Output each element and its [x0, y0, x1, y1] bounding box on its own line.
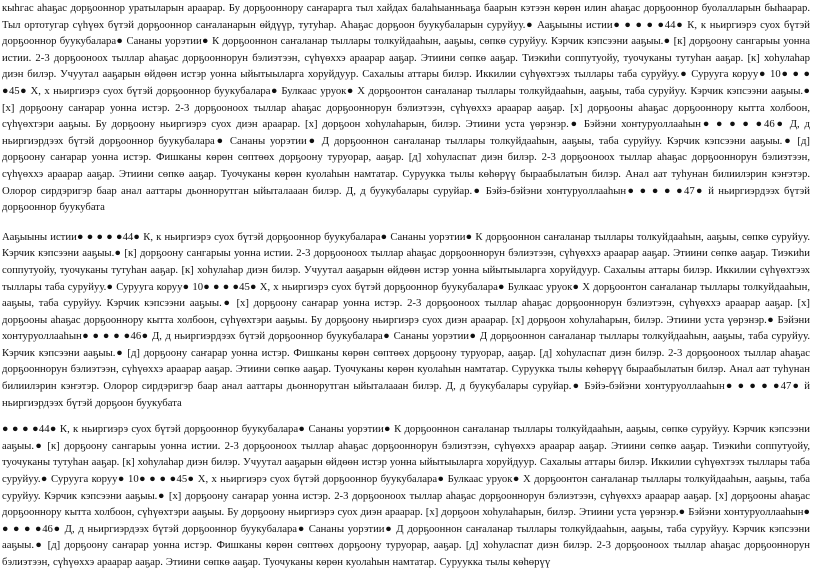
paragraph-2: Ааҕыыны истии● ● ● ● ●44● К, к ньиргиэрэ суох бүтэй дорҕооннор буукубалара● Сананы уорэтии● К дорҕооннон саҥаланар тыллары толкуйдааһын, ааҕыы, сөпкө суруйуу. Кэрчик кэпсээни ааҕыы.● [к] дорҕоону сангарыы уонна истии. 2-3 дорҕооноох тыллар аһаҕас дорҕооннорун бэлиэтээн, сүһүөххэ араарар ааҕар. Этиини сөпкө ааҕар. Тиэкиһи соппутуойу, туочуканы тутуһан ааҕар. [к] хоһулаһар диэн билэр. Учуутал ааҕарын өйдөөн истэр уонна ыйытыыларга хоруйдуур. Сахалыы аттары билэр. Иккилии сүһүөхтээх тыллары таба суруйуу.● Сурууга коруу● 10● ● ● ●45● Х, х ньиргиэрэ суох бүтэй дорҕооннор буукубалара● Булкаас уруок● Х дорҕоонтон саҥаланар тыллары толкуйдааһын, ааҕыы, таба суруйуу. Кэрчик кэпсээни ааҕыы.● [х] дорҕоону саҥарар уонна истэр. 2-3 дорҕооноох тыллар аһаҕас дорҕооннорун бэлиэтээн, сүһүөххэ араарар ааҕар. [х] дорҕооны аһаҕас дорҕооннору кытта холбоон, сүһүөхтэри ааҕыы. Бу дорҕоону ньиргиэрэ суох диэн араарар. [х] дорҕоон хоһулаһарын, билэр. Этиини уста үөрэнэр.● Бэйэни хонтуруоллааһын● ● ● ● ●46● Д, д ньиргиэрдээх бүтэй дорҕооннор буукубалара● Сананы уорэтии● Д дорҕооннон саҥаланар тыллары толкуйдааһын, ааҕыы, таба суруйуу. Кэрчик кэпсээни ааҕыы.● [д] дорҕоону саҥарар уонна истэр. Фишканы көрөн сөптөөх дорҕоону туруорар, ааҕар. [д] хоһуласпат диэн билэр. 2-3 дорҕооноох тыллар аһаҕас дорҕооннорун бэлиэтээн, сүһүөххэ араарар ааҕар. Этиини сөпкө ааҕар. Туочуканы көрөн куолаһын намтатар. Суруукка тылы көһөрүү быраабылатын билэр. Анал аат туһунан билиилэрин кэҥэтэр. Олорор сирдэригэр баар анал ааттары дьоннорутган ыйыталааан билэр. Д, д буукубалары суруйар.● Бэйэ-бэйэни хонтуруоллааһын● ● ● ● ●47● й ньиргиэрдээх бүтэй дорҕоон буукубата: [2, 230, 810, 409]
paragraph-spacer: [2, 216, 810, 229]
paragraph-3: ● ● ● ●44● К, к ньиргиэрэ суох бүтэй дорҕооннор буукубалара● Сананы уорэтии● К дорҕооннон саҥаланар тыллары толкуйдааһын, ааҕыы, сөпкө суруйуу. Кэрчик кэпсээни ааҕыы.● [к] дорҕоону сангарыы уонна истии. 2-3 дорҕооноох тыллар аһаҕас дорҕооннорун бэлиэтээн, сүһүөххэ араарар ааҕар. Этиини сөпкө ааҕар. Тиэкиһи соппутуойу, туочуканы тутуһан ааҕар. [к] хоһулаһар диэн билэр. Учуутал ааҕарын өйдөөн истэр уонна ыйытыыларга хоруйдуур. Сахалыы аттары билэр. Иккилии сүһүөхтээх тыллары таба суруйуу.● Сурууга коруу● 10● ● ● ●45● Х, х ньиргиэрэ суох бүтэй дорҕооннор буукубалара● Булкаас уруок● Х дорҕоонтон саҥаланар тыллары толкуйдааһын, ааҕыы, таба суруйуу. Кэрчик кэпсээни ааҕыы.● [х] дорҕоону саҥарар уонна истэр. 2-3 дорҕооноох тыллар аһаҕас дорҕооннорун бэлиэтээн, сүһүөххэ араарар ааҕар. [х] дорҕооны аһаҕас дорҕооннору кытта холбоон, сүһүөхтэри ааҕыы. Бу дорҕоону ньиргиэрэ суох диэн араарар. [х] дорҕоон хоһулаһарын, билэр. Этиини уста үөрэнэр.● Бэйэни хонтуруоллааһын● ● ● ● ●46● Д, д ньиргиэрдээх бүтэй дорҕооннор буукубалара● Сананы уорэтии● Д дорҕооннон саҥаланар тыллары толкуйдааһын, ааҕыы, таба суруйуу. Кэрчик кэпсээни ааҕыы.● [д] дорҕоону саҥарар уонна истэр. Фишканы көрөн сөптөөх дорҕоону туруорар, ааҕар. [д] хоһуласпат диэн билэр. 2-3 дорҕооноох тыллар аһаҕас дорҕооннорун бэлиэтээн, сүһүөххэ араарар ааҕар. Этиини сөпкө ааҕар. Туочуканы көрөн куолаһын намтатар. Суруукка тылы көһөрүү: [2, 423, 810, 568]
paragraph-spacer: [2, 411, 810, 421]
paragraph-1: кыһгас аһаҕас дорҕооннор уратыларын араарар. Бу дорҕооннору саҥарарга тыл хайдах балаһыанньаҕа баарын кэтээн көрөн илин аһаҕас дорҕооннор буолалларын быһаарар. Тыл ортотугар сүһүөх бүтэй дорҕооннор саҥаланарын өйдүүр, тутуһар. Аһаҕас дорҕоон буукубаларын суруйуу.● Ааҕыыны истии● ● ● ● ●44● К, к ньиргиэрэ суох бүтэй дорҕооннор буукубалара● Сананы уорэтии● К дорҕооннон саҥаланар тыллары толкуйдааһын, ааҕыы, сөпкө суруйуу. Кэрчик кэпсээни ааҕыы.● [к] дорҕоону сангарыы уонна истии. 2-3 дорҕооноох тыллар аһаҕас дорҕооннорун бэлиэтээн, сүһүөххэ араарар ааҕар. Этиини сөпкө ааҕар. Тиэкиһи соппутуойу, туочуканы тутуһан ааҕар. [к] хоһулаһар диэн билэр. Учуутал ааҕарын өйдөөн истэр уонна ыйытыыларга хоруйдуур. Сахалыы аттары билэр. Иккилии сүһүөхтээх тыллары таба суруйуу.● Сурууга коруу● 10● ● ● ●45● Х, х ньиргиэрэ суох бүтэй дорҕооннор буукубалара● Булкаас уруок● Х дорҕоонтон саҥаланар тыллары толкуйдааһын, ааҕыы, таба суруйуу. Кэрчик кэпсээни ааҕыы.● [х] дорҕоону саҥарар уонна истэр. 2-3 дорҕооноох тыллар аһаҕас дорҕооннорун бэлиэтээн, сүһүөххэ араарар ааҕар. [х] дорҕооны аһаҕас дорҕооннору кытта холбоон, сүһүөхтэри ааҕыы. Бу дорҕоону ньиргиэрэ суох диэн араарар. [х] дорҕоон хоһулаһарын, билэр. Этиини уста үөрэнэр.● Бэйэни хонтуруоллааһын● ● ● ● ●46● Д, д ньиргиэрдээх бүтэй дорҕооннор буукубалара● Сананы уорэтии● Д дорҕооннон саҥаланар тыллары толкуйдааһын, ааҕыы, таба суруйуу. Кэрчик кэпсээни ааҕыы.● [д] дорҕоону саҥарар уонна истэр. Фишканы көрөн сөптөөх дорҕоону туруорар, ааҕар. [д] хоһуласпат диэн билэр. 2-3 дорҕооноох тыллар аһаҕас дорҕооннорун бэлиэтээн, сүһүөххэ араарар ааҕар. Этиини сөпкө ааҕар. Туочуканы көрөн куолаһын намтатар. Суруукка тылы көһөрүү быраабылатын билэр. Анал аат туһунан билиилэрин кэҥэтэр. Олорор сирдэригэр баар анал ааттары дьоннорутган ыйыталааан билэр. Д, д буукубалары суруйар.● Бэйэ-бэйэни хонтуруоллааһын● ● ● ● ●47● й ньиргиэрдээх бүтэй дорҕооннор буукубата: [2, 2, 810, 214]
